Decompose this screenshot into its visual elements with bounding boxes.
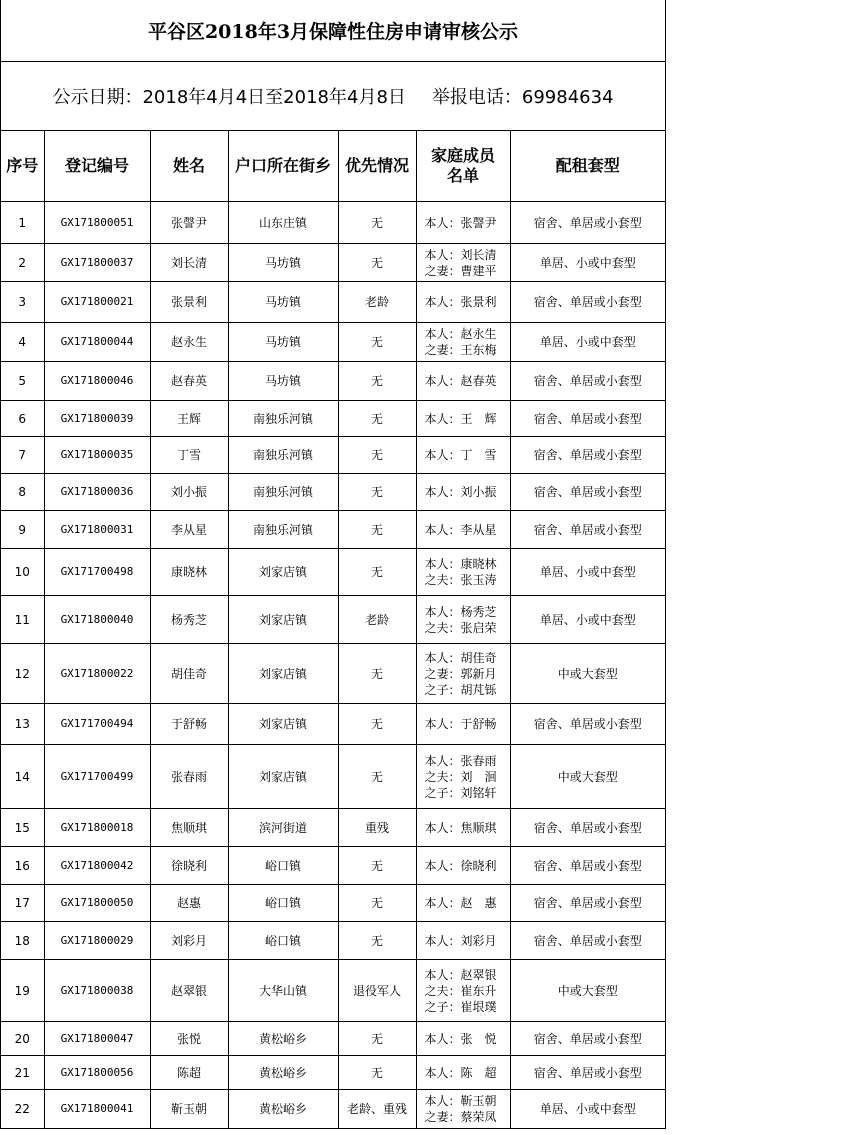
- table-cell-street: 刘家店镇: [228, 644, 338, 704]
- table-cell-name: 于舒畅: [150, 704, 228, 745]
- table-cell-priority: 无: [338, 401, 416, 437]
- table-cell-street: 刘家店镇: [228, 745, 338, 809]
- table-cell-priority: 无: [338, 745, 416, 809]
- table-cell-members: [416, 202, 510, 244]
- table-cell-members: [416, 596, 510, 644]
- table-cell-type: 宿舍、单居或小套型: [510, 922, 665, 960]
- member-line: 本人：赵永生: [424, 327, 497, 341]
- table-cell-name: 靳玉朝: [150, 1090, 228, 1129]
- table-cell-no: 4: [1, 323, 44, 362]
- table-cell-no: 15: [1, 809, 44, 847]
- table-cell-street: 大华山镇: [228, 960, 338, 1022]
- member-line: 之妻：曹建平: [424, 263, 497, 278]
- table-cell-code: GX171800038: [44, 960, 150, 1022]
- member-line: 之夫：崔东升: [424, 983, 497, 998]
- member-line: 本人：徐晓利: [424, 858, 497, 873]
- table-cell-no: 11: [1, 596, 44, 644]
- table-cell-type: 宿舍、单居或小套型: [510, 511, 665, 549]
- table-cell-no: 6: [1, 401, 44, 437]
- table-cell-type: 宿舍、单居或小套型: [510, 362, 665, 401]
- table-cell-code: GX171800046: [44, 362, 150, 401]
- table-cell-no: 7: [1, 437, 44, 474]
- table-cell-code: GX171800039: [44, 401, 150, 437]
- table-cell-priority: 无: [338, 323, 416, 362]
- table-row: [1, 437, 665, 474]
- table-cell-priority: 无: [338, 644, 416, 704]
- table-cell-type: 单居、小或中套型: [510, 244, 665, 282]
- table-cell-code: GX171800047: [44, 1022, 150, 1056]
- table-cell-street: 峪口镇: [228, 847, 338, 885]
- member-line: 本人：赵 惠: [424, 896, 497, 910]
- report-phone: 举报电话：69984634: [431, 87, 614, 108]
- table-cell-priority: 无: [338, 922, 416, 960]
- member-line: 本人：李从星: [424, 522, 497, 537]
- header-code: 登记编号: [44, 131, 150, 202]
- member-line: 本人：丁 雪: [424, 448, 497, 462]
- member-line: 本人：刘长清: [424, 247, 497, 262]
- member-line: 本人：张景利: [424, 295, 497, 309]
- table-cell-no: 17: [1, 885, 44, 922]
- table-row: [1, 704, 665, 745]
- table-cell-type: 宿舍、单居或小套型: [510, 282, 665, 323]
- notice-line: [1, 62, 665, 131]
- table-row: [1, 1056, 665, 1090]
- table-cell-priority: 老龄: [338, 282, 416, 323]
- table-cell-name: 张春雨: [150, 745, 228, 809]
- table-cell-members: [416, 401, 510, 437]
- table-cell-street: 马坊镇: [228, 282, 338, 323]
- table-cell-code: GX171800035: [44, 437, 150, 474]
- table-cell-code: GX171800037: [44, 244, 150, 282]
- table-cell-type: 单居、小或中套型: [510, 549, 665, 596]
- table-cell-members: [416, 1056, 510, 1090]
- member-line: 本人：王 辉: [424, 411, 497, 426]
- table-cell-members: [416, 1022, 510, 1056]
- header-street: 户口所在街乡: [228, 131, 338, 202]
- member-line: 本人：赵翠银: [424, 967, 497, 982]
- table-row: [1, 1022, 665, 1056]
- table-cell-no: 13: [1, 704, 44, 745]
- table-cell-no: 3: [1, 282, 44, 323]
- table-row: [1, 202, 665, 244]
- table-cell-no: 14: [1, 745, 44, 809]
- table-cell-type: 宿舍、单居或小套型: [510, 474, 665, 511]
- table-cell-name: 赵永生: [150, 323, 228, 362]
- table-cell-street: 南独乐河镇: [228, 474, 338, 511]
- table-cell-priority: 无: [338, 244, 416, 282]
- table-cell-members: [416, 847, 510, 885]
- table-row: [1, 922, 665, 960]
- table-row: [1, 960, 665, 1022]
- table-cell-priority: 无: [338, 885, 416, 922]
- member-line: 本人：赵春英: [424, 374, 497, 388]
- table-cell-name: 丁雪: [150, 437, 228, 474]
- table-row: [1, 323, 665, 362]
- table-cell-type: 宿舍、单居或小套型: [510, 1056, 665, 1090]
- table-cell-street: 黄松峪乡: [228, 1022, 338, 1056]
- table-cell-no: 22: [1, 1090, 44, 1129]
- table-cell-priority: 无: [338, 549, 416, 596]
- table-cell-street: 刘家店镇: [228, 704, 338, 745]
- table-cell-no: 2: [1, 244, 44, 282]
- table-cell-code: GX171800029: [44, 922, 150, 960]
- table-cell-code: GX171800031: [44, 511, 150, 549]
- table-cell-no: 18: [1, 922, 44, 960]
- table-row: [1, 511, 665, 549]
- member-line: 本人：张謦尹: [424, 215, 497, 230]
- table-cell-name: 徐晓利: [150, 847, 228, 885]
- table-cell-priority: 老龄: [338, 596, 416, 644]
- table-cell-street: 黄松峪乡: [228, 1056, 338, 1090]
- table-cell-street: 马坊镇: [228, 362, 338, 401]
- member-line: 本人：刘小振: [424, 485, 497, 499]
- member-line: 之夫：刘 洄: [424, 769, 497, 784]
- table-cell-code: GX171800051: [44, 202, 150, 244]
- table-cell-name: 胡佳奇: [150, 644, 228, 704]
- table-cell-type: 宿舍、单居或小套型: [510, 704, 665, 745]
- member-line: 本人：胡佳奇: [424, 650, 497, 665]
- member-line: 本人：张 悦: [424, 1031, 497, 1046]
- table-row: [1, 549, 665, 596]
- header-priority: 优先情况: [338, 131, 416, 202]
- table-row: [1, 809, 665, 847]
- table-cell-street: 刘家店镇: [228, 549, 338, 596]
- table-cell-members: [416, 549, 510, 596]
- table-cell-members: [416, 437, 510, 474]
- table-cell-code: GX171800018: [44, 809, 150, 847]
- member-line: 本人：靳玉朝: [424, 1094, 497, 1108]
- table-cell-code: GX171700494: [44, 704, 150, 745]
- table-cell-street: 马坊镇: [228, 244, 338, 282]
- table-row: [1, 644, 665, 704]
- table-cell-members: [416, 282, 510, 323]
- table-cell-street: 黄松峪乡: [228, 1090, 338, 1129]
- table-cell-name: 刘长清: [150, 244, 228, 282]
- table-cell-priority: 老龄、重残: [338, 1090, 416, 1129]
- table-cell-priority: 无: [338, 704, 416, 745]
- table-cell-code: GX171800044: [44, 323, 150, 362]
- table-cell-street: 马坊镇: [228, 323, 338, 362]
- table-cell-priority: 无: [338, 847, 416, 885]
- header-members-label: 家庭成员名单: [431, 146, 496, 185]
- table-body: [1, 202, 665, 1129]
- table-cell-type: 中或大套型: [510, 960, 665, 1022]
- table-cell-name: 焦顺琪: [150, 809, 228, 847]
- table-cell-code: GX171800056: [44, 1056, 150, 1090]
- table-cell-name: 赵翠银: [150, 960, 228, 1022]
- table-cell-members: [416, 745, 510, 809]
- table-cell-type: 单居、小或中套型: [510, 323, 665, 362]
- table-cell-name: 陈超: [150, 1056, 228, 1090]
- member-line: 本人：于舒畅: [424, 717, 497, 731]
- table-cell-code: GX171800040: [44, 596, 150, 644]
- table-cell-street: 南独乐河镇: [228, 401, 338, 437]
- table-cell-street: 峪口镇: [228, 922, 338, 960]
- table-cell-street: 刘家店镇: [228, 596, 338, 644]
- table-cell-no: 10: [1, 549, 44, 596]
- table-cell-members: [416, 704, 510, 745]
- table-row: [1, 885, 665, 922]
- table-cell-street: 山东庄镇: [228, 202, 338, 244]
- table-cell-members: [416, 885, 510, 922]
- table-cell-members: [416, 323, 510, 362]
- table-cell-priority: 无: [338, 1056, 416, 1090]
- applicant-table: [1, 131, 665, 1129]
- table-cell-no: 19: [1, 960, 44, 1022]
- table-cell-street: 南独乐河镇: [228, 437, 338, 474]
- header-type: 配租套型: [510, 131, 665, 202]
- table-cell-street: 峪口镇: [228, 885, 338, 922]
- table-cell-no: 12: [1, 644, 44, 704]
- table-header-row: [1, 131, 665, 202]
- table-cell-name: 李从星: [150, 511, 228, 549]
- table-cell-members: [416, 474, 510, 511]
- table-row: [1, 282, 665, 323]
- header-no: 序号: [1, 131, 44, 202]
- table-cell-name: 赵春英: [150, 362, 228, 401]
- table-cell-members: [416, 362, 510, 401]
- table-cell-type: 中或大套型: [510, 644, 665, 704]
- table-cell-code: GX171800042: [44, 847, 150, 885]
- table-cell-code: GX171800021: [44, 282, 150, 323]
- table-cell-priority: 重残: [338, 809, 416, 847]
- table-cell-members: [416, 644, 510, 704]
- table-cell-type: 单居、小或中套型: [510, 596, 665, 644]
- member-line: 本人：康晓林: [424, 557, 497, 571]
- member-line: 本人：焦顺琪: [424, 820, 497, 835]
- table-row: [1, 1090, 665, 1129]
- table-cell-no: 9: [1, 511, 44, 549]
- table-cell-no: 21: [1, 1056, 44, 1090]
- table-cell-type: 宿舍、单居或小套型: [510, 809, 665, 847]
- table-cell-code: GX171800036: [44, 474, 150, 511]
- table-cell-code: GX171800022: [44, 644, 150, 704]
- table-cell-name: 张景利: [150, 282, 228, 323]
- table-row: [1, 596, 665, 644]
- table-cell-type: 宿舍、单居或小套型: [510, 885, 665, 922]
- member-line: 之妻：王东梅: [424, 343, 497, 357]
- member-line: 之妻：郭新月: [424, 666, 497, 681]
- table-cell-name: 刘小振: [150, 474, 228, 511]
- table-row: [1, 244, 665, 282]
- table-cell-name: 张悦: [150, 1022, 228, 1056]
- table-cell-type: 单居、小或中套型: [510, 1090, 665, 1129]
- table-cell-code: GX171800050: [44, 885, 150, 922]
- table-cell-type: 宿舍、单居或小套型: [510, 202, 665, 244]
- table-cell-name: 康晓林: [150, 549, 228, 596]
- member-line: 本人：刘彩月: [424, 933, 497, 948]
- table-cell-code: GX171800041: [44, 1090, 150, 1129]
- table-row: [1, 474, 665, 511]
- table-cell-members: [416, 244, 510, 282]
- table-cell-members: [416, 511, 510, 549]
- member-line: 之夫：张玉涛: [424, 573, 497, 587]
- table-cell-priority: 无: [338, 202, 416, 244]
- member-line: 本人：张春雨: [424, 753, 497, 768]
- member-line: 之子：崔垠璞: [424, 999, 497, 1014]
- notice-date: 公示日期：2018年4月4日至2018年4月8日: [52, 87, 406, 108]
- table-row: [1, 847, 665, 885]
- table-cell-type: 中或大套型: [510, 745, 665, 809]
- member-line: 本人：陈 超: [424, 1065, 497, 1080]
- table-cell-name: 王辉: [150, 401, 228, 437]
- table-cell-priority: 无: [338, 1022, 416, 1056]
- member-line: 之子：刘铭轩: [424, 785, 497, 800]
- table-cell-no: 8: [1, 474, 44, 511]
- header-name: 姓名: [150, 131, 228, 202]
- table-cell-name: 赵惠: [150, 885, 228, 922]
- table-cell-type: 宿舍、单居或小套型: [510, 437, 665, 474]
- page-title: 平谷区2018年3月保障性住房申请审核公示: [1, 0, 665, 62]
- member-line: 之夫：张启荣: [424, 620, 497, 635]
- table-cell-code: GX171700498: [44, 549, 150, 596]
- table-cell-street: 滨河街道: [228, 809, 338, 847]
- table-cell-members: [416, 922, 510, 960]
- table-cell-type: 宿舍、单居或小套型: [510, 847, 665, 885]
- table-row: [1, 401, 665, 437]
- table-cell-name: 杨秀芝: [150, 596, 228, 644]
- member-line: 之妻：蔡荣凤: [424, 1110, 497, 1124]
- table-cell-no: 20: [1, 1022, 44, 1056]
- table-cell-priority: 退役军人: [338, 960, 416, 1022]
- table-cell-name: 刘彩月: [150, 922, 228, 960]
- table-cell-type: 宿舍、单居或小套型: [510, 401, 665, 437]
- header-members: [416, 131, 510, 202]
- table-cell-priority: 无: [338, 511, 416, 549]
- table-cell-no: 16: [1, 847, 44, 885]
- table-cell-priority: 无: [338, 437, 416, 474]
- table-cell-members: [416, 809, 510, 847]
- table-row: [1, 362, 665, 401]
- table-cell-type: 宿舍、单居或小套型: [510, 1022, 665, 1056]
- table-cell-street: 南独乐河镇: [228, 511, 338, 549]
- table-row: [1, 745, 665, 809]
- table-cell-members: [416, 960, 510, 1022]
- table-cell-code: GX171700499: [44, 745, 150, 809]
- member-line: 本人：杨秀芝: [424, 604, 497, 619]
- table-cell-priority: 无: [338, 362, 416, 401]
- table-cell-no: 5: [1, 362, 44, 401]
- table-cell-name: 张謦尹: [150, 202, 228, 244]
- table-cell-members: [416, 1090, 510, 1129]
- table-cell-no: 1: [1, 202, 44, 244]
- member-line: 之子：胡芃铄: [424, 682, 497, 697]
- table-cell-priority: 无: [338, 474, 416, 511]
